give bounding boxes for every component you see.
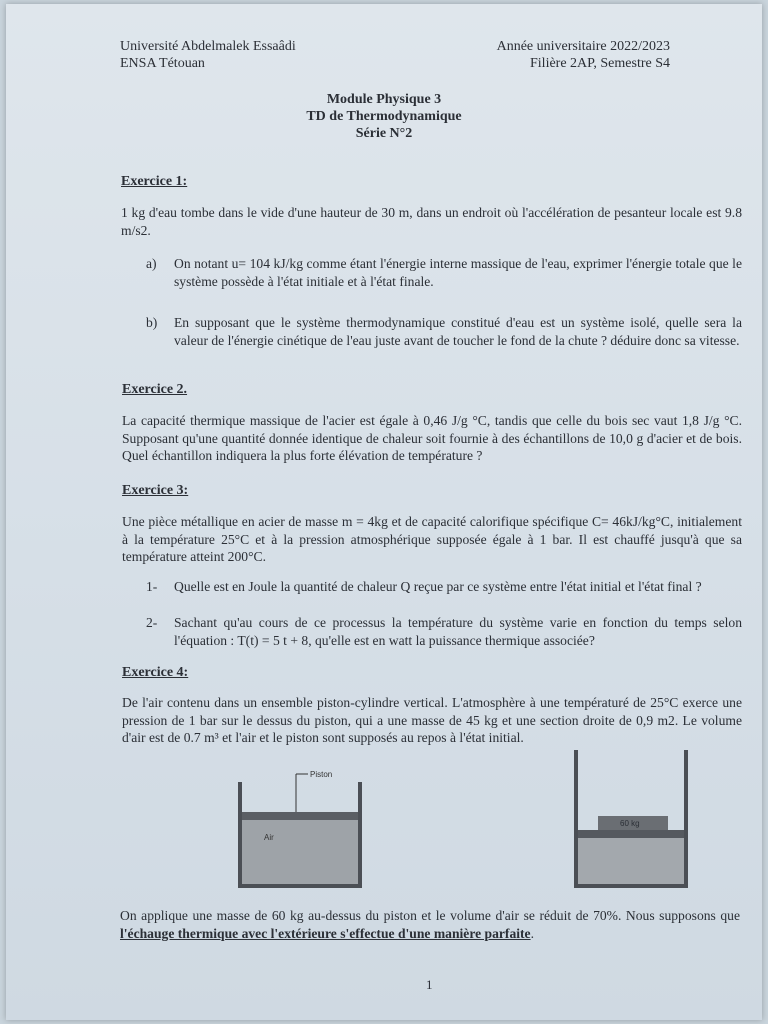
emphasized-text: l'échauge thermique avec l'extérieure s'effectue d'une manière parfaite <box>120 925 531 941</box>
question-label: 1- <box>146 579 158 594</box>
exercise-2-heading: Exercice 2. <box>122 382 188 397</box>
academic-year: Année universitaire 2022/2023 <box>496 39 670 54</box>
exercise-1-question-a <box>146 255 742 290</box>
series-title: Série N°2 <box>355 126 413 141</box>
cylinder-bottom <box>238 884 362 888</box>
page-number: 1 <box>426 977 433 992</box>
module-title: Module Physique 3 <box>326 92 442 107</box>
piston <box>242 812 358 820</box>
air-region <box>242 820 358 884</box>
exercise-3-statement: Une pièce métallique en acier de masse m = 4kg et de capacité calorifique spécifique C= 46kJ/kg°C, initialement à la température 25°C et à la pression atmosphérique supposée égale à 1 bar. Il est chauffé jusqu'à que sa température atteint 200°C. <box>122 514 742 564</box>
cylinder-wall-left <box>238 782 242 888</box>
piston <box>578 830 684 838</box>
exercise-2-statement: La capacité thermique massique de l'acier est égale à 0,46 J/g °C, tandis que celle du bois sec vaut 1,8 J/g °C. Supposant qu'une quantité donnée identique de chaleur soit fournie à des échantillons de 10,0 g d'acier et de bois. Quel échantillon indiquera la plus forte élévation de température ? <box>122 413 742 463</box>
cylinder-wall-right <box>358 782 362 888</box>
question-text: Sachant qu'au cours de ce processus la température du système varie en fonction du temps selon l'équation : T(t) = 5 t + 8, qu'elle est en watt la puissance thermique associée? <box>174 615 742 648</box>
exercise-4-continuation <box>120 907 740 942</box>
air-label: Air <box>264 833 274 842</box>
program-semester: Filière 2AP, Semestre S4 <box>530 56 670 71</box>
title-block <box>6 91 762 142</box>
school-name: ENSA Tétouan <box>120 56 205 71</box>
question-text: Quelle est en Joule la quantité de chaleur Q reçue par ce système entre l'état initial et l'état final ? <box>174 579 702 594</box>
question-text: En supposant que le système thermodynamique constitué d'eau est un système isolé, quelle sera la valeur de l'énergie cinétique de l'eau juste avant de toucher le fond de la chute ? déduire donc sa vitesse. <box>174 315 742 348</box>
td-title: TD de Thermodynamique <box>306 109 462 124</box>
exercise-3-heading: Exercice 3: <box>122 483 189 498</box>
piston-cylinder-figure-initial <box>234 766 374 890</box>
exercise-3-question-2 <box>146 614 742 649</box>
exercise-1-statement: 1 kg d'eau tombe dans le vide d'une hauteur de 30 m, dans un endroit où l'accélération de pesanteur locale est 9.8 m/s2. <box>121 205 742 238</box>
header-left <box>120 38 296 72</box>
piston-cylinder-figure-loaded <box>570 748 700 890</box>
header-right <box>497 38 670 72</box>
exercise-3-question-1 <box>146 578 742 596</box>
cylinder-bottom <box>574 884 688 888</box>
air-region <box>578 838 684 884</box>
mass-label: 60 kg <box>620 819 640 828</box>
cylinder-wall-left <box>574 750 578 888</box>
exercise-4-heading: Exercice 4: <box>122 665 189 680</box>
continuation-text: On applique une masse de 60 kg au-dessus du piston et le volume d'air se réduit de 70%. Nous supposons que <box>120 908 740 923</box>
question-label: b) <box>146 315 158 330</box>
exercise-1-question-b <box>146 314 742 349</box>
continuation-end: . <box>530 925 534 941</box>
exercise-4-statement: De l'air contenu dans un ensemble piston-cylindre vertical. L'atmosphère à une températuré de 25°C exerce une pression de 1 bar sur le dessus du piston, qui a une masse de 45 kg et une section droite de 0,9 m2. Le volume d'air est de 0.7 m³ et l'air et le piston sont supposés au repos à l'état initial. <box>122 695 742 745</box>
question-text: On notant u= 104 kJ/kg comme étant l'énergie interne massique de l'eau, exprimer l'énergie totale que le système possède à l'état initiale et à l'état finale. <box>174 256 742 289</box>
document-page <box>6 4 762 1020</box>
question-label: 2- <box>146 615 158 630</box>
university-name: Université Abdelmalek Essaâdi <box>120 39 296 54</box>
cylinder-wall-right <box>684 750 688 888</box>
question-label: a) <box>146 256 157 271</box>
piston-label: Piston <box>310 770 333 779</box>
exercise-1-heading: Exercice 1: <box>121 174 188 189</box>
